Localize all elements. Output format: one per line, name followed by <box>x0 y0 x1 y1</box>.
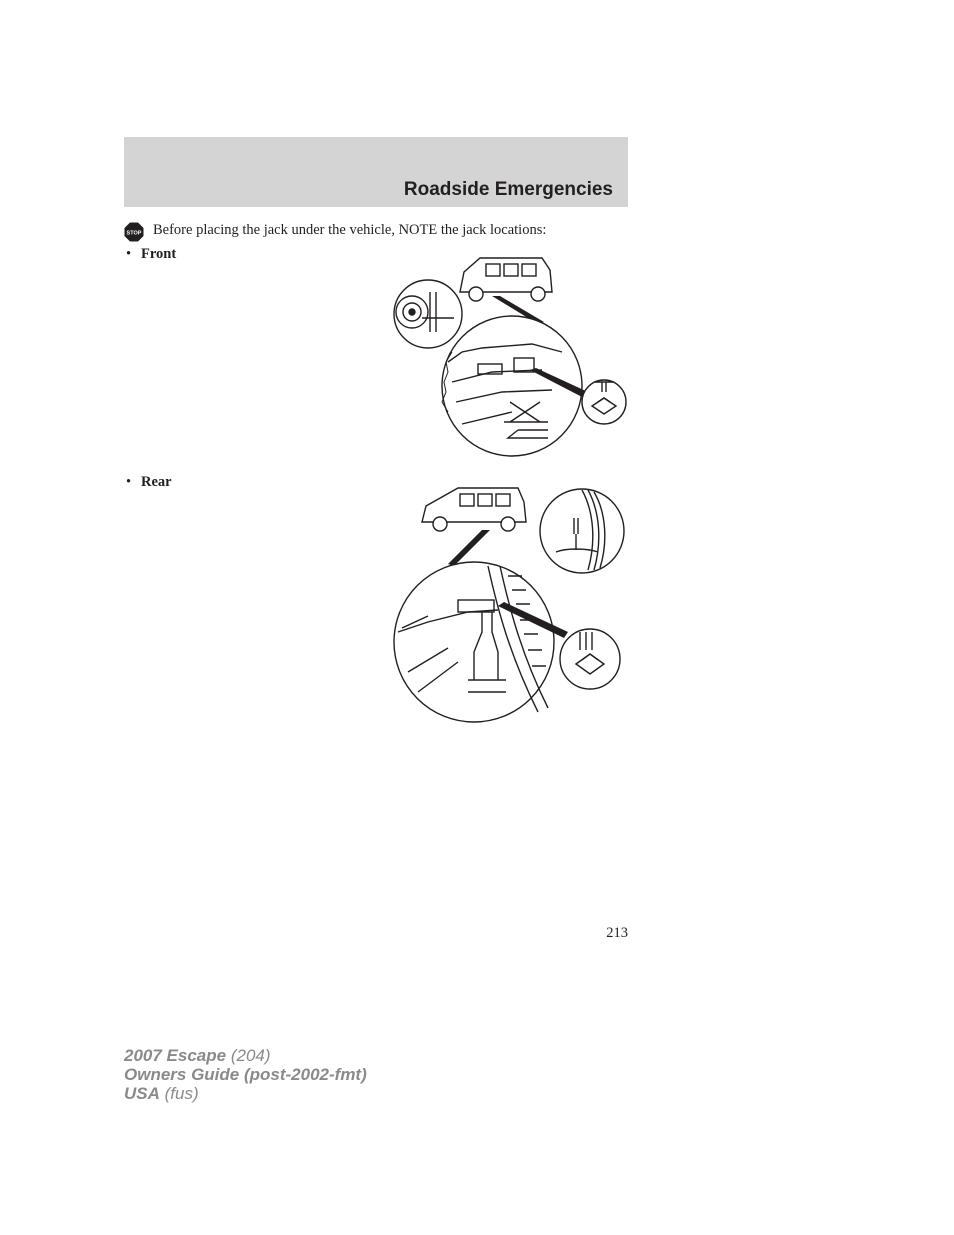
page-number: 213 <box>606 925 628 941</box>
footer-line-1: 2007 Escape (204) <box>124 1046 271 1065</box>
bullet-rear <box>126 474 172 491</box>
section-title: Roadside Emergencies <box>403 179 613 200</box>
warning-row <box>124 221 644 243</box>
rear-underbody-detail <box>394 562 568 722</box>
bullet-marker: • <box>126 246 132 262</box>
footer-line-2: Owners Guide (post-2002-fmt) <box>124 1065 367 1084</box>
bullet-front <box>126 246 176 263</box>
bullet-label-front: Front <box>141 246 177 262</box>
front-jack-location-illustration <box>392 252 632 458</box>
bullet-label-rear: Rear <box>141 474 172 490</box>
front-vehicle-silhouette-icon <box>460 258 552 301</box>
rear-side-detail <box>540 489 624 573</box>
section-header-band <box>124 137 628 207</box>
warning-text: Before placing the jack under the vehicle, NOTE the jack locations: <box>153 222 547 238</box>
stop-icon-text: STOP <box>126 230 142 237</box>
rear-jack-pad-detail <box>560 629 620 689</box>
document-footer <box>124 1046 367 1103</box>
footer-line-3: USA (fus) <box>124 1084 199 1103</box>
front-jack-pad-detail <box>582 380 626 424</box>
front-wheel-detail <box>394 280 462 348</box>
front-underbody-detail <box>442 316 588 456</box>
rear-vehicle-silhouette-icon <box>422 488 526 531</box>
rear-jack-location-illustration <box>388 482 628 728</box>
stop-icon <box>124 222 144 242</box>
bullet-marker: • <box>126 474 132 490</box>
